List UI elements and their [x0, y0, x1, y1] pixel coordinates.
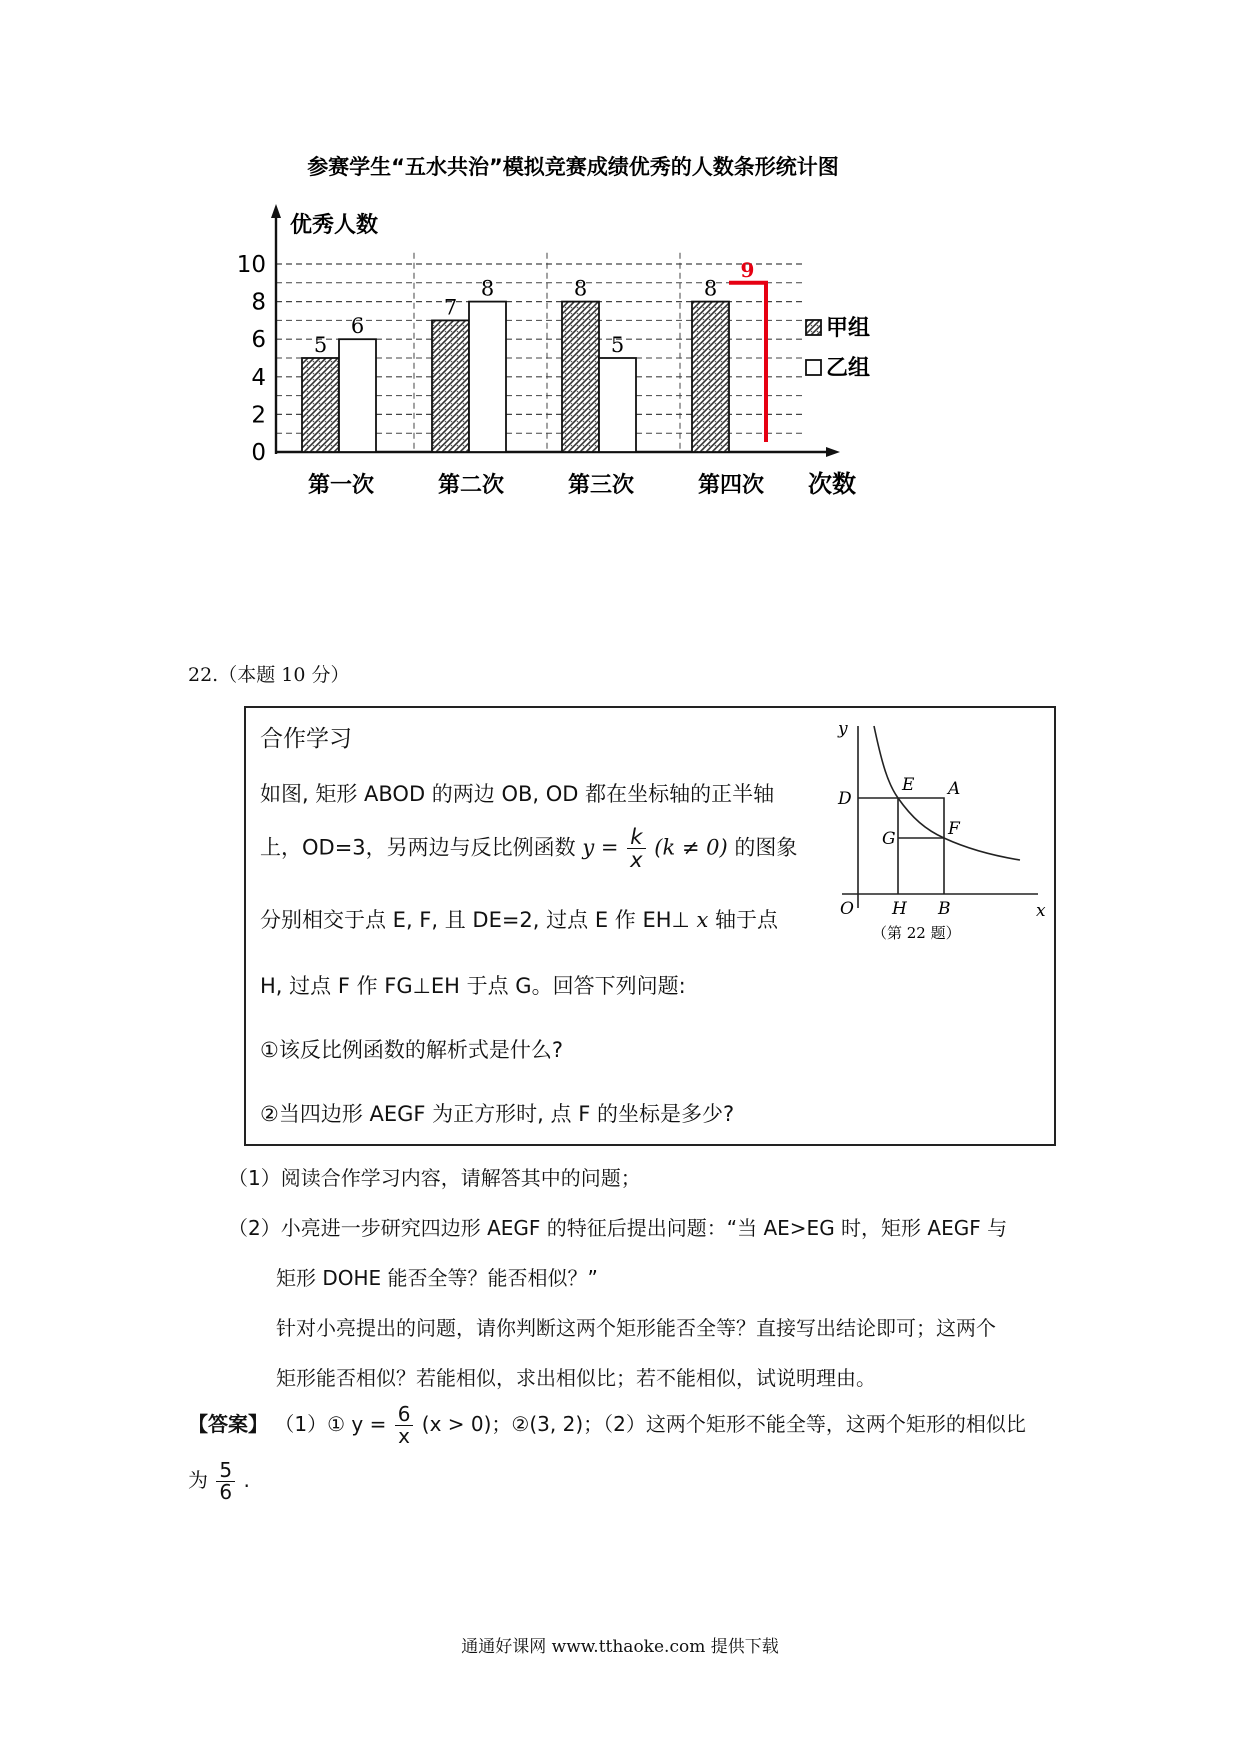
answer-fraction-2-den: 6 — [219, 1480, 233, 1504]
formula-y: y = — [582, 835, 619, 860]
legend-label: 甲组 — [826, 316, 871, 341]
subquestion-2b: 矩形 DOHE 能否全等？能否相似？” — [276, 1266, 598, 1290]
bar-乙组-第二次 — [469, 302, 506, 452]
answer-fraction-2-num: 5 — [216, 1460, 235, 1482]
box-line-2 — [260, 826, 797, 871]
box-line-4: H, 过点 F 作 FG⊥EH 于点 G。回答下列问题: — [260, 974, 686, 998]
fig-label-g: G — [882, 829, 896, 849]
subquestion-2d: 矩形能否相似？若能相似，求出相似比；若不能相似，试说明理由。 — [276, 1366, 876, 1390]
bar-value-label: 8 — [703, 276, 718, 301]
formula-condition: (k ≠ 0) — [654, 835, 728, 860]
fig-label-x: x — [1036, 901, 1046, 921]
fig-label-h: H — [892, 899, 907, 919]
bar-value-label: 5 — [313, 333, 328, 357]
chart-bars — [302, 258, 766, 452]
x-tick-label: 第一次 — [307, 473, 375, 498]
subquestion-2c: 针对小亮提出的问题，请你判断这两个矩形能否全等？直接写出结论即可；这两个 — [276, 1316, 996, 1340]
box-line-2-post: 的图象 — [734, 835, 798, 860]
question-part-1: ①该反比例函数的解析式是什么? — [260, 1038, 563, 1062]
fig-caption: （第 22 题） — [872, 924, 961, 942]
answer-part-1-cond: (x > 0)；②(3, 2)；（2）这两个矩形不能全等，这两个矩形的相似比 — [421, 1412, 1026, 1436]
answer-fraction-1-num: 6 — [395, 1404, 414, 1426]
box-title: 合作学习 — [260, 726, 352, 752]
bar-乙组-第四次 — [729, 283, 766, 442]
box-line-3-var: x — [696, 908, 709, 932]
hyperbola-curve — [874, 726, 1020, 860]
formula-denominator: x — [630, 848, 643, 873]
y-tick-label: 4 — [251, 364, 266, 391]
bar-甲组-第四次 — [692, 302, 729, 452]
fig-label-e: E — [902, 775, 915, 795]
y-tick-label: 2 — [251, 402, 266, 429]
box-line-3-pre: 分别相交于点 E, F, 且 DE=2, 过点 E 作 EH⊥ — [260, 908, 690, 932]
x-tick-labels — [308, 472, 764, 498]
legend-swatch — [806, 320, 821, 335]
fig-label-d: D — [838, 789, 852, 809]
x-axis-label: 次数 — [808, 470, 856, 498]
box-line-3 — [260, 904, 778, 934]
answer-part-1: （1）① y = — [274, 1412, 387, 1436]
bar-value-label: 7 — [443, 295, 458, 320]
chart-title: 参赛学生“五水共治”模拟竞赛成绩优秀的人数条形统计图 — [307, 155, 839, 179]
x-tick-label: 第三次 — [567, 473, 635, 498]
subquestion-1: （1）阅读合作学习内容，请解答其中的问题； — [228, 1166, 641, 1190]
chart-legend — [806, 316, 870, 381]
coordinate-figure — [830, 718, 1050, 958]
legend-swatch — [806, 360, 821, 375]
bar-value-label: 6 — [350, 314, 365, 339]
bar-chart — [0, 0, 1240, 540]
formula-fraction — [627, 826, 645, 871]
bar-甲组-第一次 — [302, 358, 339, 452]
fig-label-o: O — [840, 899, 854, 919]
y-tick-label: 8 — [251, 289, 266, 316]
answer-part-2-pre: 为 — [188, 1468, 208, 1492]
y-tick-label: 10 — [236, 252, 266, 278]
box-line-3-post: 轴于点 — [715, 908, 779, 932]
y-tick-labels — [237, 252, 266, 466]
answer-fraction-1 — [395, 1404, 414, 1447]
formula-numerator: k — [627, 826, 645, 849]
fig-label-a: A — [948, 779, 961, 799]
bar-甲组-第二次 — [432, 320, 469, 452]
y-axis-arrow — [271, 204, 281, 218]
answer-line-1 — [188, 1404, 1026, 1447]
bar-value-label: 8 — [480, 276, 495, 301]
answer-line-2 — [188, 1460, 250, 1503]
bar-乙组-第一次 — [339, 339, 376, 452]
fig-label-b: B — [938, 899, 951, 919]
answer-fraction-2 — [216, 1460, 235, 1503]
bar-乙组-第三次 — [599, 358, 636, 452]
bar-value-label: 8 — [573, 276, 588, 301]
y-tick-label: 0 — [251, 440, 266, 466]
question-part-2: ②当四边形 AEGF 为正方形时, 点 F 的坐标是多少? — [260, 1102, 735, 1126]
answer-label: 【答案】 — [188, 1412, 268, 1436]
y-tick-label: 6 — [251, 327, 266, 354]
box-line-1: 如图, 矩形 ABOD 的两边 OB, OD 都在坐标轴的正半轴 — [260, 782, 775, 806]
fig-label-y: y — [838, 719, 848, 739]
subquestion-2a: （2）小亮进一步研究四边形 AEGF 的特征后提出问题：“当 AE>EG 时，矩形 AEGF 与 — [228, 1216, 1008, 1240]
x-axis-arrow — [826, 447, 840, 457]
legend-label: 乙组 — [826, 356, 871, 381]
y-axis-label: 优秀人数 — [290, 213, 379, 238]
answer-fraction-1-den: x — [398, 1424, 410, 1448]
x-tick-label: 第四次 — [697, 473, 765, 498]
rectangle-abod — [858, 798, 944, 894]
x-tick-label: 第二次 — [437, 473, 505, 498]
bar-甲组-第三次 — [562, 302, 599, 452]
bar-value-label: 9 — [740, 257, 755, 282]
answer-part-2-post: . — [243, 1468, 250, 1492]
question-header: 22.（本题 10 分） — [188, 664, 350, 686]
fig-label-f: F — [948, 819, 960, 839]
bar-value-label: 5 — [610, 333, 625, 357]
box-line-2-pre: 上，OD=3，另两边与反比例函数 — [260, 835, 576, 860]
page-footer: 通通好课网 www.tthaoke.com 提供下载 — [461, 1637, 779, 1657]
